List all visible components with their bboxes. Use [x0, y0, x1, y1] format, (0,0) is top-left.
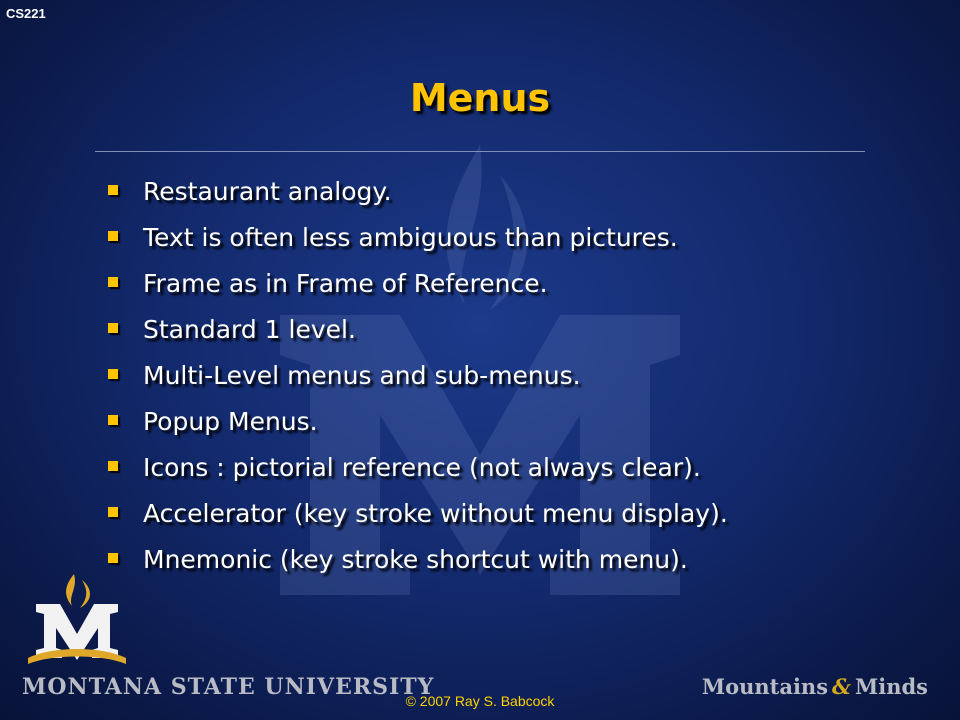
- tagline-ampersand: &: [832, 674, 851, 699]
- square-bullet-icon: [108, 231, 118, 241]
- square-bullet-icon: [108, 369, 118, 379]
- copyright-notice: © 2007 Ray S. Babcock: [405, 693, 555, 709]
- tagline-mountains: Mountains: [701, 674, 829, 699]
- square-bullet-icon: [108, 507, 118, 517]
- square-bullet-icon: [108, 415, 118, 425]
- university-name: MONTANA STATE UNIVERSITY: [22, 674, 435, 700]
- slide-title: Menus: [409, 76, 551, 120]
- title-divider: [95, 151, 865, 152]
- square-bullet-icon: [108, 553, 118, 563]
- tagline-minds: Minds: [855, 674, 928, 699]
- course-code: CS221: [6, 6, 46, 21]
- square-bullet-icon: [108, 461, 118, 471]
- msu-logo-icon: [22, 574, 132, 666]
- square-bullet-icon: [108, 185, 118, 195]
- square-bullet-icon: [108, 323, 118, 333]
- square-bullet-icon: [108, 277, 118, 287]
